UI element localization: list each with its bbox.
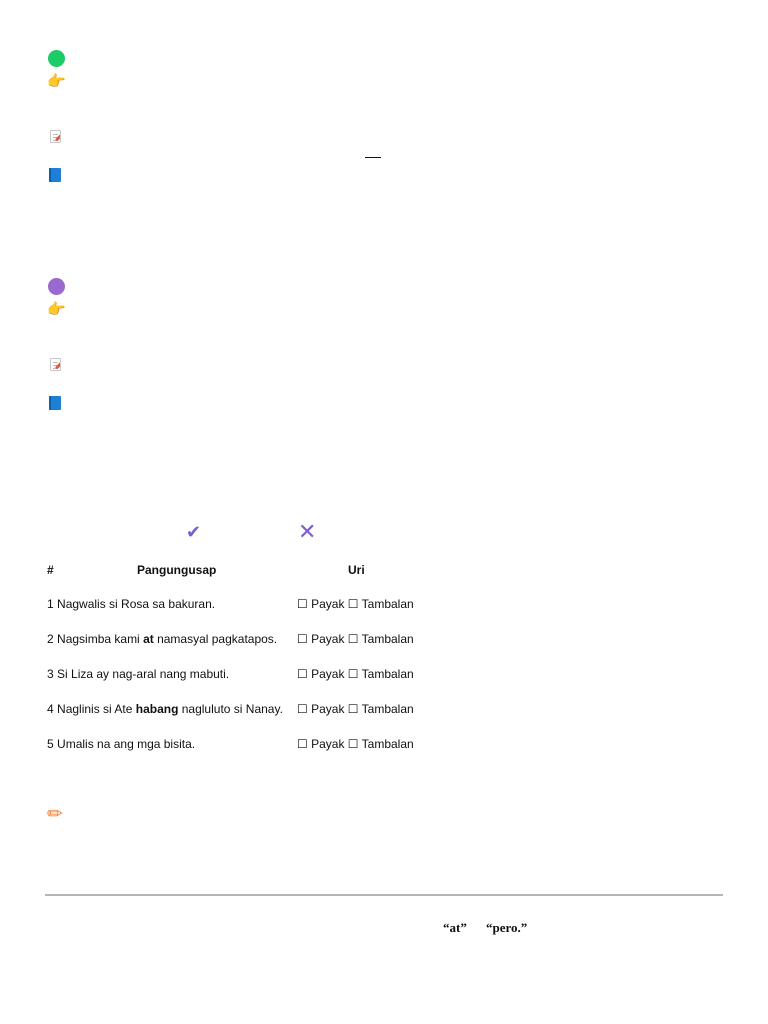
sentence-text: Nagwalis si Rosa sa bakuran. [57,597,216,611]
table-row-sentence [47,702,283,716]
quote-at: “at” [443,920,467,935]
type-options[interactable]: ☐ Payak ☐ Tambalan [297,737,414,751]
dash-line [365,157,381,158]
table-row-sentence [47,597,215,611]
type-options[interactable]: ☐ Payak ☐ Tambalan [297,597,414,611]
type-options[interactable]: ☐ Payak ☐ Tambalan [297,702,414,716]
sentence-text: Naglinis si Ate [57,702,136,716]
row-number: 3 [47,667,54,681]
blue-book-icon [49,168,61,182]
table-row-sentence [47,667,229,681]
conjunction-word: habang [135,702,179,716]
blue-book-icon [49,396,61,410]
sentence-text: Si Liza ay nag-aral nang mabuti. [57,667,230,681]
pencil-icon: ✏ [47,803,63,825]
row-number: 4 [47,702,54,716]
pointing-hand-icon: 👉 [47,300,66,318]
table-row-sentence [47,737,195,751]
table-row-sentence [47,632,277,646]
green-circle-icon [48,50,65,67]
pointing-hand-icon: 👉 [47,72,66,90]
header-number: # [47,563,54,577]
sentence-text: Nagsimba kami [57,632,144,646]
type-options[interactable]: ☐ Payak ☐ Tambalan [297,667,414,681]
sentence-text: nagluluto si Nanay. [178,702,283,716]
row-number: 1 [47,597,54,611]
horizontal-divider [45,894,723,896]
conjunction-word: at [143,632,154,646]
type-options[interactable]: ☐ Payak ☐ Tambalan [297,632,414,646]
check-icon: ✔ [186,522,202,542]
sentence-text: namasyal pagkatapos. [153,632,278,646]
quote-pero: “pero.” [486,920,528,935]
memo-icon [50,130,61,143]
purple-circle-icon [48,278,65,295]
cross-icon: ✕ [298,519,317,544]
row-number: 5 [47,737,54,751]
header-sentence: Pangungusap [137,563,217,577]
memo-icon [50,358,61,371]
row-number: 2 [47,632,54,646]
sentence-text: Umalis na ang mga bisita. [57,737,196,751]
header-type: Uri [348,563,365,577]
